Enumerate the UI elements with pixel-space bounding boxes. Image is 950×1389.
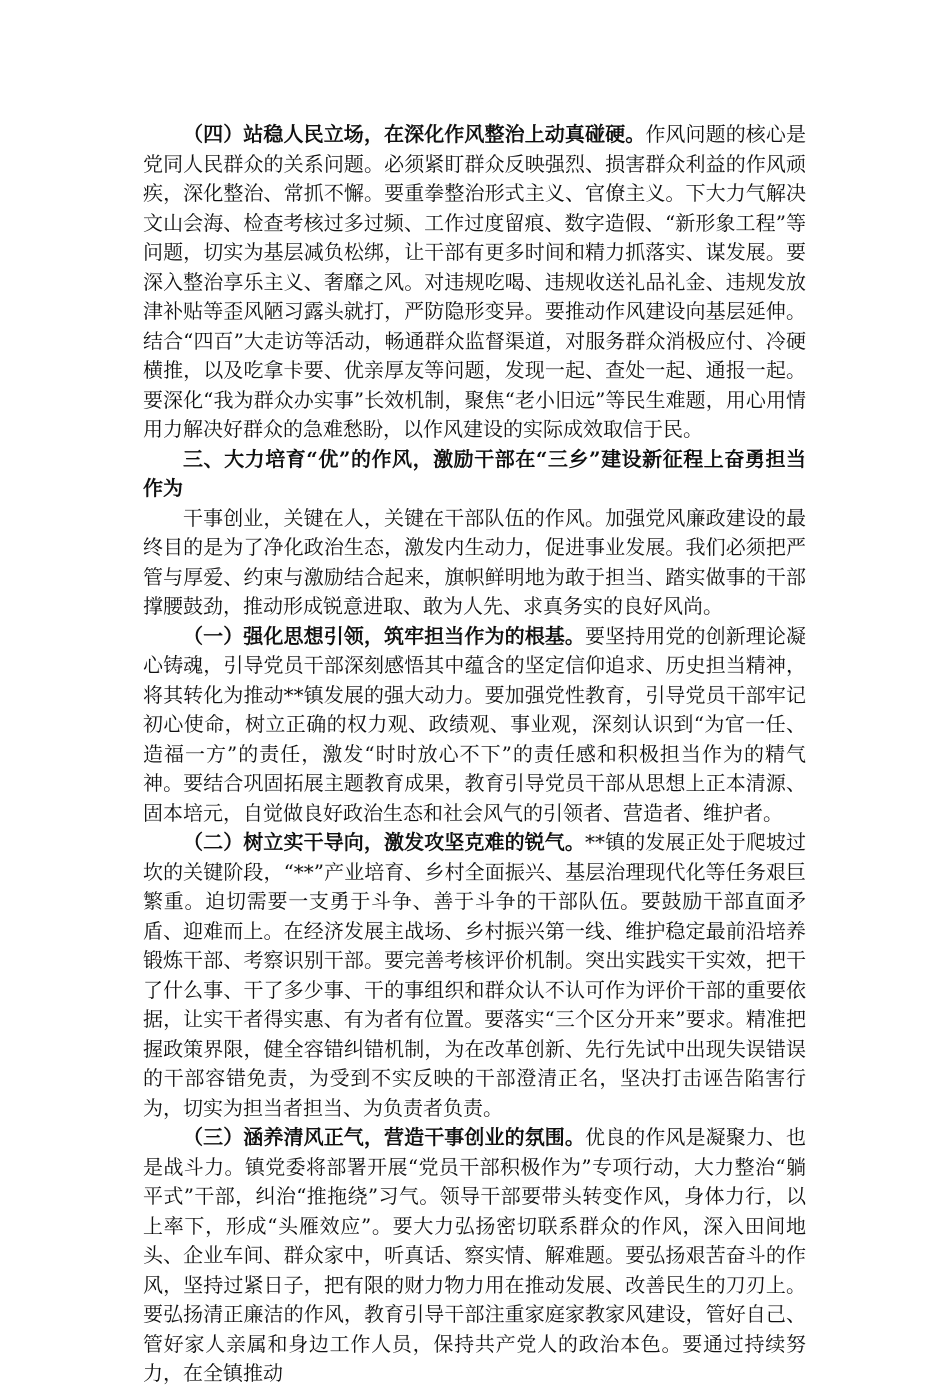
paragraph-section-3: [143, 1123, 806, 1389]
paragraph-section-1: [143, 622, 806, 829]
paragraph-text: **镇的发展正处于爬坡过坎的关键阶段，“**”产业培育、乡村全面振兴、基层治理现代化等任务艰巨繁重。迫切需要一支勇于斗争、善于斗争的干部队伍。要鼓励干部直面矛盾、迎难而上。在经济发展主战场、乡村振兴第一线、维护稳定最前沿培养锻炼干部、考察识别干部。要完善考核评价机制。突出实践实干实效，把干了什么事、干了多少事、干的事组织和群众认不认可作为评价干部的重要依据，让实干者得实惠、有为者有位置。要落实“三个区分开来”要求。精准把握政策界限，健全容错纠错机制，为在改革创新、先行先试中出现失误错误的干部容错免责，为受到不实反映的干部澄清正名，坚决打击诬告陷害行为，切实为担当者担当、为负责者负责。: [143, 830, 807, 1120]
paragraph-section-2: [143, 828, 806, 1123]
paragraph-section-4: [143, 120, 806, 445]
paragraph-text: 优良的作风是凝聚力、也是战斗力。镇党委将部署开展“党员干部积极作为”专项行动，大力整治“躺平式”干部，纠治“推拖绕”习气。领导干部要带头转变作风，身体力行，以上率下，形成“头雁效应”。要大力弘扬密切联系群众的作风，深入田间地头、企业车间、群众家中，听真话、察实情、解难题。要弘扬艰苦奋斗的作风，坚持过紧日子，把有限的财力物力用在推动发展、改善民生的刀刃上。要弘扬清正廉洁的作风，教育引导干部注重家庭家教家风建设，管好自己、管好家人亲属和身边工作人员，保持共产党人的政治本色。要通过持续努力，在全镇推动: [143, 1125, 807, 1385]
document-body: [143, 120, 806, 1389]
subheading-section-4: （四）站稳人民立场，在深化作风整治上动真碰硬。: [183, 122, 646, 146]
subheading-section-3: （三）涵养清风正气，营造干事创业的氛围。: [183, 1125, 585, 1149]
subheading-section-1: （一）强化思想引领，筑牢担当作为的根基。: [183, 623, 585, 648]
paragraph-text: 作风问题的核心是党同人民群众的关系问题。必须紧盯群众反映强烈、损害群众利益的作风顽疾，深化整治、常抓不懈。要重拳整治形式主义、官僚主义。下大力气解决文山会海、检查考核过多过频、工作过度留痕、数字造假、“新形象工程”等问题，切实为基层减负松绑，让干部有更多时间和精力抓落实、谋发展。要深入整治享乐主义、奢靡之风。对违规吃喝、违规收送礼品礼金、违规发放津补贴等歪风陋习露头就打，严防隐形变异。要推动作风建设向基层延伸。结合“四百”大走访等活动，畅通群众监督渠道，对服务群众消极应付、冷硬横推，以及吃拿卡要、优亲厚友等问题，发现一起、查处一起、通报一起。要深化“我为群众办实事”长效机制，聚焦“老小旧远”等民生难题，用心用情用力解决好群众的急难愁盼，以作风建设的实际成效取信于民。: [143, 122, 807, 441]
paragraph-intro: 干事创业，关键在人，关键在干部队伍的作风。加强党风廉政建设的最终目的是为了净化政治生态，激发内生动力，促进事业发展。我们必须把严管与厚爱、约束与激励结合起来，旗帜鲜明地为敢于担当、踏实做事的干部撑腰鼓劲，推动形成锐意进取、敢为人先、求真务实的良好风尚。: [143, 505, 806, 618]
section-heading-3: 三、大力培育“优”的作风，激励干部在“三乡”建设新征程上奋勇担当作为: [143, 446, 806, 500]
subheading-section-2: （二）树立实干导向，激发攻坚克难的锐气。: [183, 830, 585, 854]
paragraph-text: 要坚持用党的创新理论凝心铸魂，引导党员干部深刻感悟其中蕴含的坚定信仰追求、历史担当精神，将其转化为推动**镇发展的强大动力。要加强党性教育，引导党员干部牢记初心使命，树立正确的权力观、政绩观、事业观，深刻认识到“为官一任、造福一方”的责任，激发“时时放心不下”的责任感和积极担当作为的精气神。要结合巩固拓展主题教育成果，教育引导党员干部从思想上正本清源、固本培元，自觉做良好政治生态和社会风气的引领者、营造者、维护者。: [143, 623, 807, 825]
